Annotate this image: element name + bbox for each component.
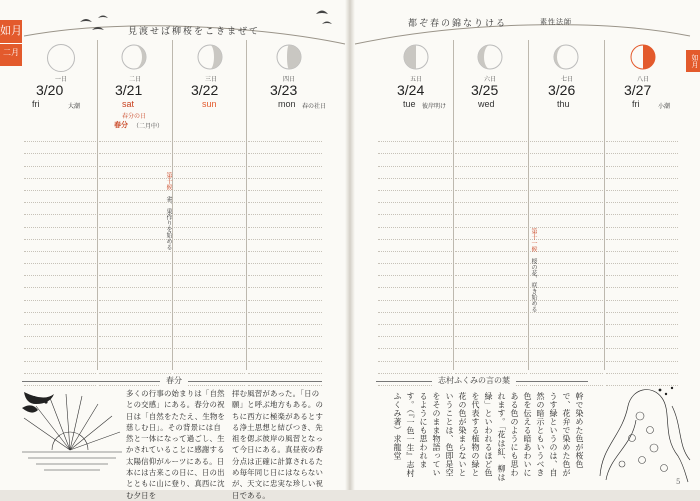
day-note: 彼岸明け [422, 103, 447, 110]
date: 3/20 [36, 82, 64, 98]
quote-line: というのは、自然の暗 [536, 392, 558, 477]
lunar-day: 三日 [205, 76, 218, 83]
day-separator [453, 40, 454, 370]
lunar-day: 八日 [637, 76, 650, 83]
sekki-note: （二月中） [133, 123, 164, 130]
quote-line: われます。「花は紅、柳は [497, 392, 519, 482]
lunar-day: 四日 [283, 76, 296, 83]
lunar-day: 七日 [561, 76, 574, 83]
header-curve [0, 0, 700, 46]
moon-phase-icon [47, 44, 75, 72]
moon-phase-icon [403, 44, 429, 70]
lunar-day: 六日 [484, 76, 497, 83]
quote-line: 物語っているようにも思 [419, 392, 441, 477]
moon-phase-icon [197, 44, 223, 70]
month-tab-sub: 二月 [0, 43, 22, 59]
day-separator [528, 40, 529, 370]
date: 3/22 [191, 82, 219, 98]
quote-line: が染まらないということ [445, 392, 467, 477]
kou-label: 第十候 [165, 172, 172, 190]
moon-phase-icon [276, 44, 302, 70]
quote-line: 幹で染めた色が桜色で、 [562, 392, 584, 469]
binding-gutter [345, 0, 355, 490]
writing-lines[interactable] [248, 130, 322, 365]
writing-lines[interactable] [24, 130, 96, 365]
quote-body [376, 392, 586, 484]
month-tab-kanji: 如月 [0, 24, 22, 37]
writing-lines[interactable] [455, 130, 527, 365]
sunset-illustration [22, 388, 122, 484]
sekki-name: 春分 [114, 120, 128, 129]
quote-line: 表する植物の緑と花の色 [458, 392, 480, 477]
writing-lines[interactable] [378, 130, 452, 365]
day-separator [604, 40, 605, 370]
kou-text: 桜の花、咲き始める [530, 258, 537, 312]
quote-line: 志村ふくみ著）求龍堂 [393, 392, 415, 478]
page-number: 5 [676, 478, 681, 486]
essay-title: 春分 [160, 375, 188, 386]
lunar-day: 二日 [129, 76, 142, 83]
weekday: tue [403, 99, 416, 109]
kou-text: 雀、巣作りを始める [165, 196, 172, 250]
writing-lines[interactable] [606, 130, 678, 365]
month-tab-right[interactable]: 如月 [686, 50, 700, 72]
date: 3/24 [397, 82, 425, 98]
day-separator [97, 40, 98, 370]
day-note: 小潮 [658, 103, 671, 110]
essay-body-left: 多くの行事の始まりは「自然との交感」にある。春分の祝日は「自然をたたえ、生物を慈しむ日」。その背景には自然と一体になって過ごし、生かされていることに感謝する太陽信仰がルーツにある。日本には古来この日に、日の出とともに山に登り、真西に沈む夕日を [126, 389, 226, 500]
date: 3/27 [624, 82, 652, 98]
day-separator [246, 40, 247, 370]
poem-author: 素性法師 [540, 18, 572, 26]
weekday: thu [557, 99, 570, 109]
lunar-day: 五日 [410, 76, 423, 83]
date: 3/21 [115, 82, 143, 98]
moon-phase-icon [630, 44, 656, 70]
sakura-kimono-illustration [592, 376, 692, 484]
kou-label: 第十一候 [530, 228, 537, 252]
weekday: sun [202, 99, 217, 109]
quote-line: 花弁で染めた色がうす緑 [549, 392, 571, 477]
weekday: sat [122, 99, 135, 109]
holiday-name: 春分の日 [122, 113, 147, 120]
quote-title: 志村ふくみの言の葉 [432, 375, 516, 386]
day-note: 大潮 [68, 103, 81, 110]
bird-illustration-right [316, 11, 332, 25]
seasonal-kou [164, 172, 173, 250]
quote-line: 緑」といわれるほど色を代 [471, 392, 493, 477]
date: 3/26 [548, 82, 576, 98]
moon-phase-icon [553, 44, 579, 70]
day-note: 春の社日 [302, 103, 327, 110]
poem-right: 都ぞ春の錦なりける [408, 19, 508, 29]
weekday: wed [478, 99, 495, 109]
seasonal-kou [529, 228, 538, 312]
writing-lines[interactable] [99, 130, 171, 365]
moon-phase-icon [477, 44, 503, 70]
writing-lines[interactable] [174, 130, 245, 365]
quote-line: われます。（『一色一生』 [406, 392, 428, 469]
date: 3/25 [471, 82, 499, 98]
quote-line: 示ともいうべき色を伝える暗 [523, 392, 545, 477]
quote-line: あわいにある色のようにも思 [510, 392, 532, 477]
essay-body-right: 拝む風習があった。「日の願」と呼ぶ地方もある。のちに西方に極楽があるとする浄土思想と結びつき、先祖を偲ぶ彼岸の風習となって今日にある。真昼夜の春分点は正確に計算されるため毎年同じ日にはならないが、天文に忠実な珍しい祝日である。 [232, 389, 324, 500]
lunar-day: 一日 [55, 76, 68, 83]
date: 3/23 [270, 82, 298, 98]
writing-lines[interactable] [530, 130, 603, 365]
moon-phase-icon [121, 44, 147, 70]
quote-line: は、色即是空をそのまま [432, 392, 454, 477]
weekday: fri [32, 99, 40, 109]
poem-left: 見渡せば柳桜をこきまぜて [128, 27, 261, 37]
weekday: mon [278, 99, 296, 109]
weekday: fri [632, 99, 640, 109]
